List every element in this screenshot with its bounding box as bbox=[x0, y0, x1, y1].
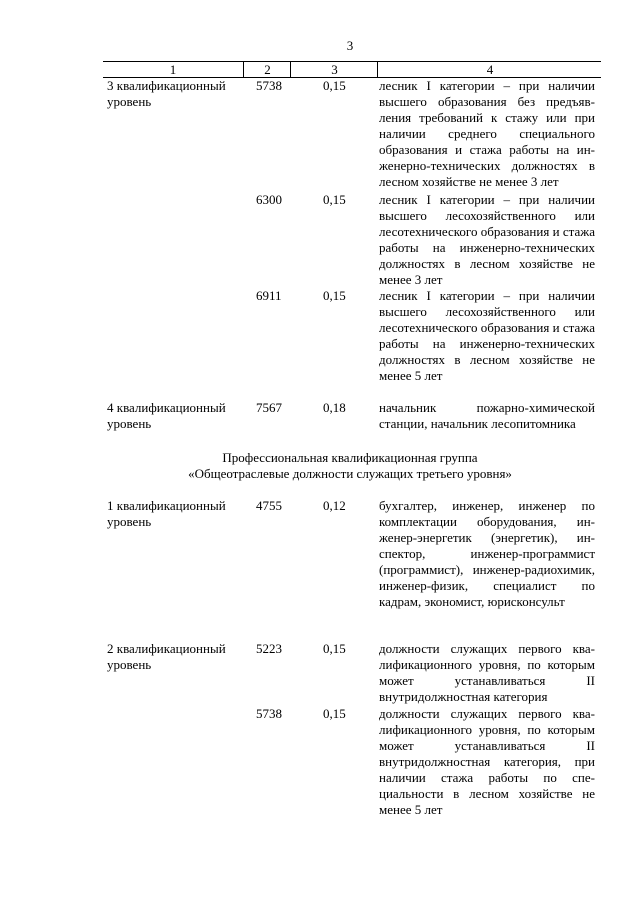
salary-value: 5738 bbox=[256, 78, 282, 93]
positions-text: бухгалтер, инженер, инженер по комплектации оборудования, инженер-энергетик (энергетик), инспектор, инженер-программист (программист), инженер-радиохимик, инженер-физик, специалист по кадрам, экономист, юрисконсульт bbox=[379, 498, 595, 609]
header-col-3: 3 bbox=[290, 62, 378, 77]
qualification-level: 1 квалификационный уровень bbox=[107, 498, 226, 529]
salary-value: 6911 bbox=[256, 288, 282, 303]
salary-value: 4755 bbox=[256, 498, 282, 513]
positions-text: лесник I категории – при наличии высшего лесохозяйственного или лесотехнического образования и стажа работы на инженерно-технических должностях в лесном хозяйстве не менее 5 лет bbox=[379, 288, 595, 383]
positions-text: лесник I категории – при наличии высшего образования без предъявления требований к стажу или при наличии среднего специального образования и стажа работы на инженерно-технических должностях в лесном хозяйстве не менее 3 лет bbox=[379, 78, 595, 189]
positions-text: начальник пожарно-химической станции, начальник лесопитомника bbox=[379, 400, 595, 431]
qualification-level: 4 квалификационный уровень bbox=[107, 400, 226, 431]
positions-text: должности служащих первого квалификационного уровня, по которым может устанавливаться II внутридолжностная категория, при наличии стажа работы по специальности в лесном хозяйстве не менее 5 лет bbox=[379, 706, 595, 817]
salary-value: 7567 bbox=[256, 400, 282, 415]
coefficient-value: 0,15 bbox=[323, 192, 346, 207]
salary-value: 5738 bbox=[256, 706, 282, 721]
header-col-4: 4 bbox=[377, 62, 602, 77]
group-title-line-2: «Общеотраслевые должности служащих третьего уровня» bbox=[188, 466, 512, 481]
coefficient-value: 0,15 bbox=[323, 641, 346, 656]
coefficient-value: 0,15 bbox=[323, 78, 346, 93]
coefficient-value: 0,15 bbox=[323, 706, 346, 721]
group-title-line-1: Профессиональная квалификационная группа bbox=[222, 450, 478, 465]
table-header bbox=[103, 61, 601, 78]
positions-text: лесник I категории – при наличии высшего лесохозяйственного или лесотехнического образования и стажа работы на инженерно-технических должностях в лесном хозяйстве не менее 3 лет bbox=[379, 192, 595, 287]
page-number: 3 bbox=[346, 38, 354, 53]
coefficient-value: 0,15 bbox=[323, 288, 346, 303]
positions-text: должности служащих первого квалификационного уровня, по которым может устанавливаться II внутридолжностная категория bbox=[379, 641, 595, 704]
coefficient-value: 0,18 bbox=[323, 400, 346, 415]
salary-value: 6300 bbox=[256, 192, 282, 207]
coefficient-value: 0,12 bbox=[323, 498, 346, 513]
qualification-level: 3 квалификационный уровень bbox=[107, 78, 226, 109]
header-col-2: 2 bbox=[243, 62, 291, 77]
header-col-1: 1 bbox=[169, 62, 177, 77]
salary-value: 5223 bbox=[256, 641, 282, 656]
qualification-level: 2 квалификационный уровень bbox=[107, 641, 226, 672]
